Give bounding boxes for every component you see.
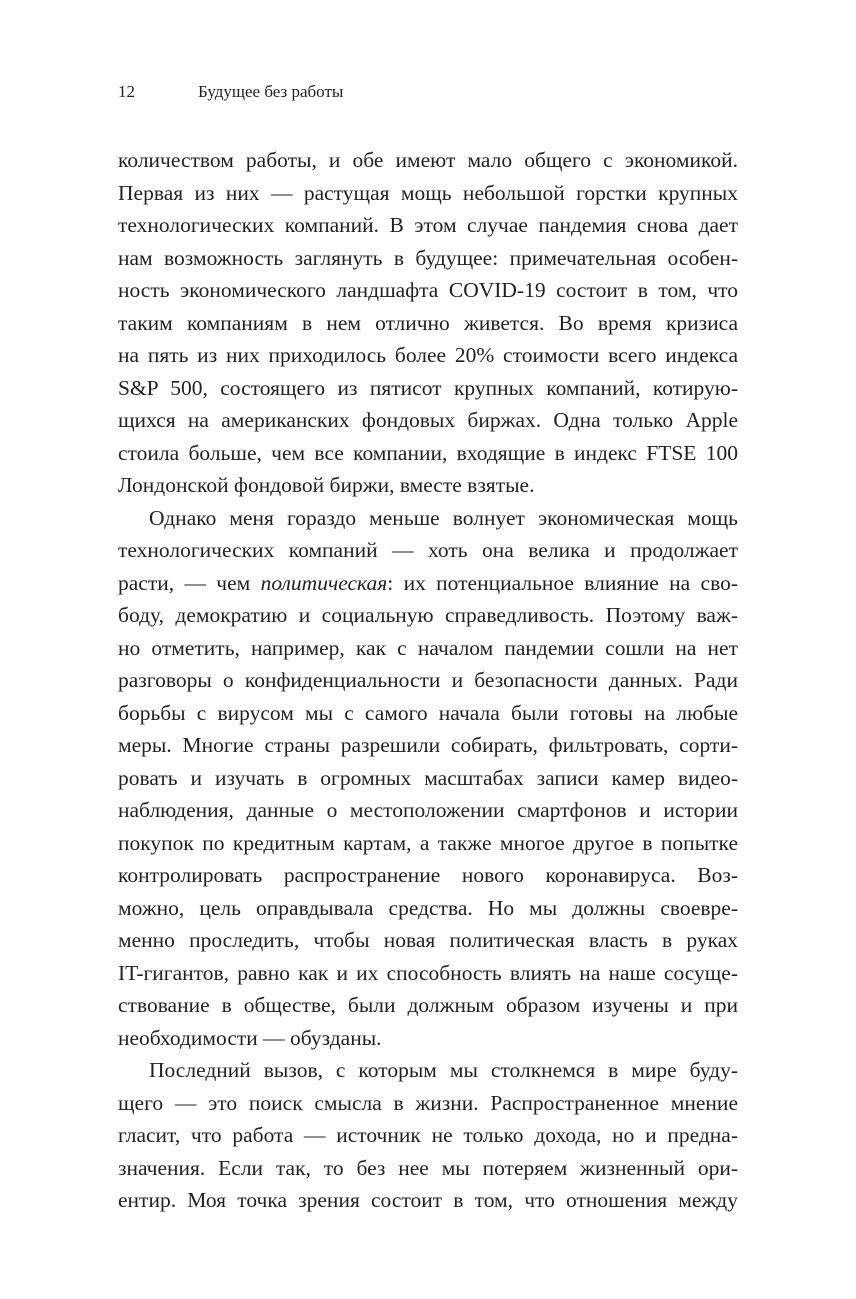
text-line: на пять из них приходилось более 20% стоимости всего индекса [118, 343, 738, 367]
text-line: щего — это поиск смысла в жизни. Распространенное мнение [118, 1090, 738, 1115]
running-head [118, 80, 738, 104]
text-line: ность экономического ландшафта COVID-19 состоит в том, что [118, 278, 738, 302]
text-line: необходимости — обузданы. [118, 1025, 382, 1050]
text-line: таким компаниям в нем отлично живется. Во время кризиса [118, 310, 738, 335]
text-line: гласит, что работа — источник не только дохода, но и предна- [118, 1123, 738, 1147]
text-line [118, 567, 738, 600]
text-line: Однако меня гораздо меньше волнует экономическая мощь [149, 505, 738, 530]
text-line: наблюдения, данные о местоположении смартфонов и истории [118, 798, 738, 822]
text-line: значения. Если так, то без нее мы потеряем жизненный ори- [118, 1155, 738, 1180]
text-line: стоила больше, чем все компании, входящие в индекс FTSE 100 [118, 440, 738, 465]
page-number: 12 [118, 82, 135, 101]
text-run: : их потенциальное влияние на сво- [387, 570, 738, 595]
text-run: расти, — чем [118, 570, 261, 595]
text-line: S&P 500, состоящего из пятисот крупных компаний, котирую- [118, 375, 738, 400]
text-line: покупок по кредитным картам, а также многое другое в попытке [118, 830, 738, 855]
text-line: боду, демократию и социальную справедливость. Поэтому важ- [118, 603, 738, 627]
text-line: технологических компаний. В этом случае пандемия снова дает [118, 213, 738, 237]
text-line: контролировать распространение нового коронавируса. Воз- [118, 863, 738, 887]
text-line: количеством работы, и обе имеют мало общего с экономикой. [118, 148, 738, 172]
text-line: нам возможность заглянуть в будущее: примечательная особен- [118, 245, 738, 270]
paragraph [118, 1054, 738, 1217]
text-line: ровать и изучать в огромных масштабах записи камер видео- [118, 765, 738, 790]
text-line: меры. Многие страны разрешили собирать, фильтровать, сорти- [118, 733, 738, 757]
text-line: ствование в обществе, были должным образом изучены и при [118, 993, 738, 1017]
text-line: IT-гигантов, равно как и их способность влиять на наше сосуще- [118, 960, 738, 985]
text-line: разговоры о конфиденциальности и безопасности данных. Ради [118, 668, 738, 692]
text-line: менно проследить, чтобы новая политическая власть в руках [118, 928, 738, 952]
paragraph [118, 502, 738, 1055]
paragraph [118, 144, 738, 502]
text-line: можно, цель оправдывала средства. Но мы должны своевре- [118, 895, 738, 920]
running-title: Будущее без работы [198, 82, 344, 101]
text-line: щихся на американских фондовых биржах. Одна только Apple [118, 408, 738, 432]
text-line: Лондонской фондовой биржи, вместе взятые. [118, 473, 535, 497]
italic-term: политическая [260, 570, 388, 595]
text-line: Первая из них — растущая мощь небольшой горстки крупных [118, 180, 738, 205]
text-line: Последний вызов, с которым мы столкнемся в мире буду- [149, 1058, 738, 1082]
text-line: борьбы с вирусом мы с самого начала были готовы на любые [118, 700, 738, 725]
text-line: но отметить, например, как с началом пандемии сошли на нет [118, 635, 738, 660]
text-line: ентир. Моя точка зрения состоит в том, что отношения между [118, 1188, 738, 1212]
body-text [118, 144, 738, 1217]
text-line: технологических компаний — хоть она велика и продолжает [118, 538, 738, 562]
